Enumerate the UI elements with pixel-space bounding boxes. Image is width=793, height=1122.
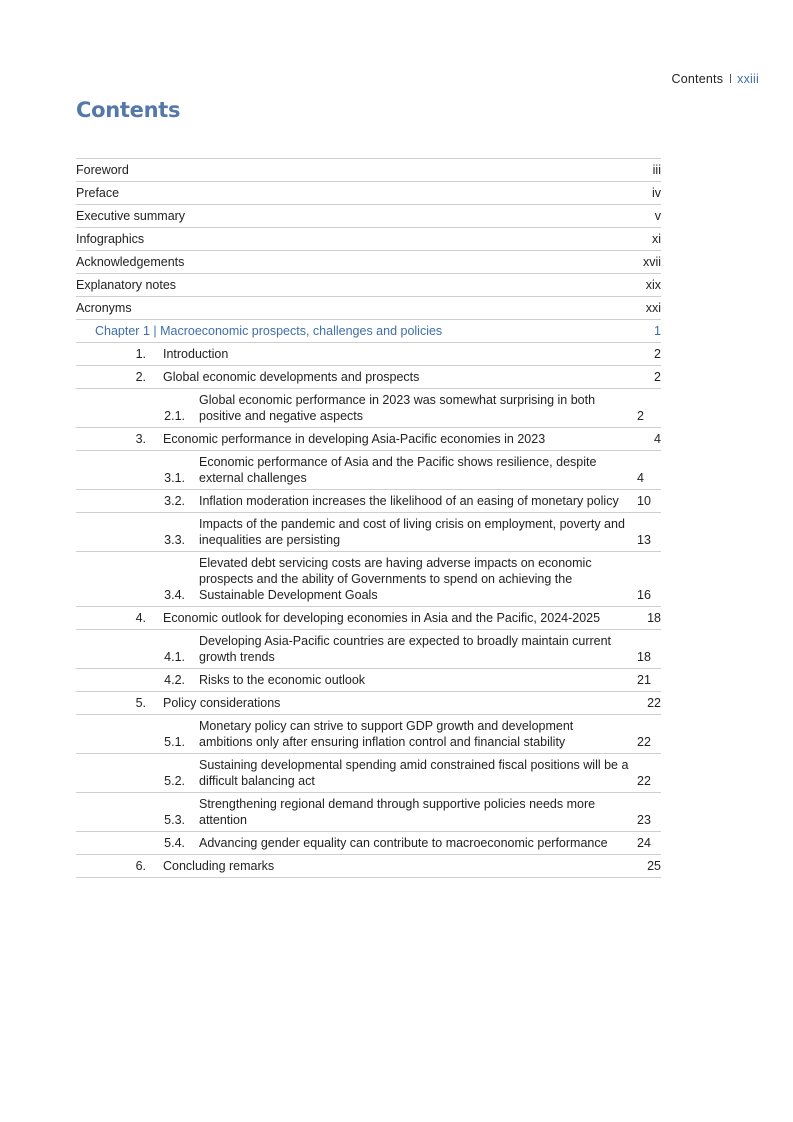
toc-entry-title: Infographics	[76, 232, 145, 246]
toc-entry-title: Policy considerations	[163, 696, 281, 710]
toc-entry[interactable]	[76, 630, 661, 669]
running-header	[672, 72, 759, 86]
toc-entry-title: Inflation moderation increases the likelihood of an easing of monetary policy	[199, 494, 619, 508]
toc-entry[interactable]	[76, 389, 661, 428]
toc-entry-page: 24	[637, 836, 651, 850]
toc-entry-title: Advancing gender equality can contribute to macroeconomic performance	[199, 836, 608, 850]
toc-entry-page: xxi	[645, 301, 661, 315]
toc-entry-number: 4.2.	[164, 673, 185, 687]
toc-entry-page: xi	[651, 232, 661, 246]
toc-entry-title: Economic performance of Asia and the Pacific shows resilience, despite external challenges	[199, 455, 597, 485]
toc-entry-title: Elevated debt servicing costs are having adverse impacts on economic prospects and the ability of Governments to spend on achieving the Sustainable Development Goals	[199, 556, 592, 602]
toc-entry[interactable]	[76, 228, 661, 251]
toc-entry[interactable]	[76, 607, 661, 630]
toc-entry-number: 5.2.	[164, 774, 185, 788]
toc-entry[interactable]	[76, 715, 661, 754]
toc-entry[interactable]	[76, 832, 661, 855]
toc-entry-title: Foreword	[76, 163, 129, 177]
toc-entry-page: v	[654, 209, 661, 223]
toc-entry-page: 4	[637, 471, 644, 485]
toc-entry-title: Acknowledgements	[76, 255, 185, 269]
running-header-page-number: xxiii	[737, 72, 759, 86]
toc-entry[interactable]	[76, 692, 661, 715]
toc-entry-page: xvii	[642, 255, 661, 269]
toc-entry-page: 13	[637, 533, 651, 547]
header-separator	[730, 74, 731, 83]
page-title: Contents	[76, 98, 181, 122]
toc-entry-title: Global economic developments and prospects	[163, 370, 420, 384]
toc-entry[interactable]	[76, 669, 661, 692]
toc-entry-number: 2.1.	[164, 409, 185, 423]
toc-entry[interactable]	[76, 428, 661, 451]
toc-entry-page: 18	[637, 650, 651, 664]
toc-entry[interactable]	[76, 754, 661, 793]
toc-entry-number: 3.4.	[164, 588, 185, 602]
toc-entry-title: Acronyms	[76, 301, 132, 315]
toc-entry[interactable]	[76, 297, 661, 320]
toc-entry[interactable]	[76, 274, 661, 297]
toc-entry-title: Strengthening regional demand through supportive policies needs more attention	[199, 797, 596, 827]
toc-entry[interactable]	[76, 793, 661, 832]
toc-entry[interactable]	[76, 451, 661, 490]
toc-entry-page: 2	[637, 409, 644, 423]
toc-entry-page: 25	[647, 859, 661, 873]
running-header-section: Contents	[671, 72, 724, 86]
toc-entry[interactable]	[76, 366, 661, 389]
toc-entry-number: 3.3.	[164, 533, 185, 547]
toc-entry-title: Explanatory notes	[76, 278, 177, 292]
toc-entry-number: 6.	[135, 859, 146, 873]
toc-entry-page: 22	[637, 735, 651, 749]
toc-entry-number: 3.	[135, 432, 146, 446]
toc-entry-page: 10	[637, 494, 651, 508]
toc-entry-title: Global economic performance in 2023 was somewhat surprising in both positive and negative aspects	[199, 393, 596, 423]
toc-entry-number: 3.2.	[164, 494, 185, 508]
toc-entry-number: 2.	[135, 370, 146, 384]
toc-entry[interactable]	[76, 182, 661, 205]
toc-entry-number: 5.4.	[164, 836, 185, 850]
toc-entry-page: 4	[654, 432, 661, 446]
toc-entry[interactable]	[76, 552, 661, 607]
toc-entry[interactable]	[76, 159, 661, 182]
toc-entry-page: xix	[645, 278, 661, 292]
toc-entry-title: Economic performance in developing Asia-Pacific economies in 2023	[163, 432, 546, 446]
toc-entry-title: Developing Asia-Pacific countries are expected to broadly maintain current growth trends	[199, 634, 612, 664]
toc-entry-number: 5.3.	[164, 813, 185, 827]
toc-entry[interactable]	[76, 205, 661, 228]
toc-entry-title: Economic outlook for developing economies in Asia and the Pacific, 2024-2025	[163, 611, 601, 625]
toc-entry-number: 3.1.	[164, 471, 185, 485]
toc-entry-page: 22	[647, 696, 661, 710]
toc-entry-page: 2	[654, 370, 661, 384]
toc-entry-title: Impacts of the pandemic and cost of living crisis on employment, poverty and inequalities are persisting	[199, 517, 625, 547]
toc-entry-number: 4.	[135, 611, 146, 625]
table-of-contents	[76, 158, 661, 878]
toc-entry[interactable]	[76, 855, 661, 878]
toc-entry[interactable]	[76, 513, 661, 552]
toc-entry-page: 2	[654, 347, 661, 361]
toc-entry-title: Executive summary	[76, 209, 186, 223]
toc-entry-page: iii	[652, 163, 661, 177]
toc-entry-title: Risks to the economic outlook	[199, 673, 366, 687]
toc-entry-title: Preface	[76, 186, 120, 200]
toc-entry-page: 1	[654, 324, 661, 338]
toc-entry-page: 21	[637, 673, 651, 687]
toc-entry-number: 5.	[135, 696, 146, 710]
toc-entry-title: Chapter 1 | Macroeconomic prospects, challenges and policies	[95, 324, 443, 338]
toc-entry-page: 16	[637, 588, 651, 602]
toc-entry-number: 5.1.	[164, 735, 185, 749]
toc-entry-page: 23	[637, 813, 651, 827]
toc-entry-number: 1.	[135, 347, 146, 361]
toc-chapter-entry[interactable]	[76, 320, 661, 343]
toc-entry-title: Monetary policy can strive to support GDP growth and development ambitions only after ensuring inflation control and financial stability	[199, 719, 574, 749]
toc-entry[interactable]	[76, 343, 661, 366]
toc-entry-number: 4.1.	[164, 650, 185, 664]
toc-entry-title: Concluding remarks	[163, 859, 275, 873]
toc-entry-title: Introduction	[163, 347, 229, 361]
toc-entry[interactable]	[76, 251, 661, 274]
toc-entry-title: Sustaining developmental spending amid constrained fiscal positions will be a difficult balancing act	[199, 758, 629, 788]
toc-entry[interactable]	[76, 490, 661, 513]
toc-entry-page: iv	[651, 186, 661, 200]
toc-entry-page: 18	[647, 611, 661, 625]
toc-entry-page: 22	[637, 774, 651, 788]
